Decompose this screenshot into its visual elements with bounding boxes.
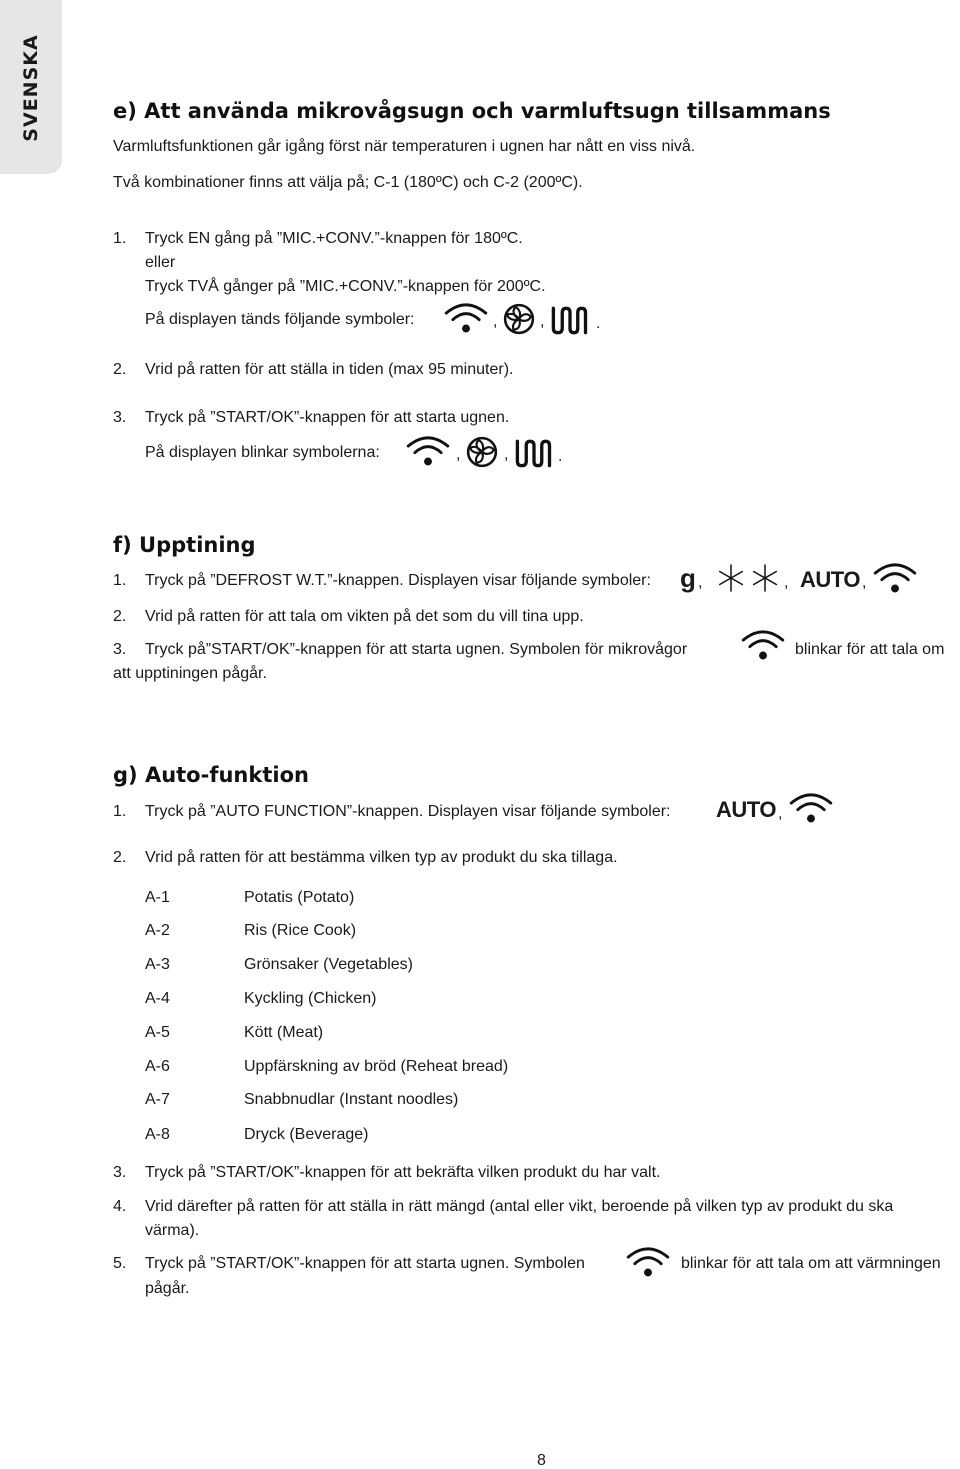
microwave-icon (740, 628, 786, 661)
microwave-icon (406, 434, 450, 467)
program-code: A-8 (145, 1126, 170, 1143)
program-name: Dryck (Beverage) (244, 1126, 369, 1143)
microwave-icon (444, 301, 488, 334)
section-e-step1-line4: På displayen tänds följande symboler: (145, 311, 415, 328)
comma-separator: , (504, 446, 509, 463)
step-number: 5. (113, 1255, 127, 1272)
step-number: 1. (113, 230, 127, 247)
comma-separator: , (493, 313, 498, 330)
section-f-step3-text-b: blinkar för att tala om (795, 641, 945, 658)
program-name: Kött (Meat) (244, 1024, 324, 1041)
comma-separator: , (784, 574, 789, 591)
auto-label: AUTO (716, 797, 776, 822)
comma-separator: , (540, 313, 545, 330)
step-number: 1. (113, 803, 127, 820)
program-code: A-2 (145, 922, 170, 939)
section-e-step2-text: Vrid på ratten för att ställa in tiden (max 95 minuter). (145, 361, 514, 378)
program-name: Potatis (Potato) (244, 889, 355, 906)
program-code: A-3 (145, 956, 170, 973)
section-g-step5-text-a: Tryck på ”START/OK”-knappen för att starta ugnen. Symbolen (145, 1255, 585, 1272)
section-e-intro-1: Varmluftsfunktionen går igång först när temperaturen i ugnen har nått en viss nivå. (113, 138, 696, 155)
section-e-heading: e) Att använda mikrovågsugn och varmluftsugn tillsammans (113, 99, 831, 123)
section-e-intro-2: Två kombinationer finns att välja på; C-1 (180ºC) och C-2 (200ºC). (113, 174, 583, 191)
program-code: A-5 (145, 1024, 170, 1041)
section-e-step3-line2: På displayen blinkar symbolerna: (145, 444, 380, 461)
section-g-step2-text: Vrid på ratten för att bestämma vilken typ av produkt du ska tillaga. (145, 849, 618, 866)
section-g-step4-line1: Vrid därefter på ratten för att ställa in rätt mängd (antal eller vikt, beroende på vilken typ av produkt du ska (145, 1198, 894, 1215)
section-f-step3-text-c: att upptiningen pågår. (113, 665, 267, 682)
auto-label: AUTO (800, 567, 860, 592)
comma-separator: , (778, 805, 783, 822)
section-e-step1-line3: Tryck TVÅ gånger på ”MIC.+CONV.”-knappen för 200ºC. (145, 278, 546, 295)
section-f-step2-text: Vrid på ratten för att tala om vikten på det som du vill tina upp. (145, 608, 584, 625)
program-name: Kyckling (Chicken) (244, 990, 377, 1007)
microwave-icon (872, 561, 918, 594)
period-separator: . (596, 315, 601, 332)
heater-icon (550, 305, 590, 336)
step-number: 4. (113, 1198, 127, 1215)
program-name: Grönsaker (Vegetables) (244, 956, 413, 973)
fan-icon (503, 303, 535, 335)
program-name: Ris (Rice Cook) (244, 922, 357, 939)
program-code: A-1 (145, 889, 170, 906)
program-code: A-7 (145, 1091, 170, 1108)
comma-separator: , (862, 574, 867, 591)
comma-separator: , (698, 574, 703, 591)
page-number: 8 (537, 1452, 546, 1469)
section-f-step1-text: Tryck på ”DEFROST W.T.”-knappen. Displayen visar följande symboler: (145, 572, 651, 589)
section-g-heading: g) Auto-funktion (113, 763, 309, 787)
step-number: 2. (113, 361, 127, 378)
program-name: Snabbnudlar (Instant noodles) (244, 1091, 459, 1108)
period-separator: . (558, 448, 563, 465)
snowflake-icon (716, 563, 746, 593)
section-e-step1-line2: eller (145, 254, 176, 271)
snowflake-icon (750, 563, 780, 593)
comma-separator: , (456, 446, 461, 463)
program-name: Uppfärskning av bröd (Reheat bread) (244, 1058, 509, 1075)
section-g-step1-text: Tryck på ”AUTO FUNCTION”-knappen. Displayen visar följande symboler: (145, 803, 671, 820)
language-tab (0, 0, 62, 174)
section-g-step3-text: Tryck på ”START/OK”-knappen för att bekräfta vilken produkt du har valt. (145, 1164, 661, 1181)
section-f-step3-text-a: Tryck på”START/OK”-knappen för att starta ugnen. Symbolen för mikrovågor (145, 641, 688, 658)
step-number: 1. (113, 572, 127, 589)
section-f-heading: f) Upptining (113, 533, 256, 557)
section-e-step1-line1: Tryck EN gång på ”MIC.+CONV.”-knappen för 180ºC. (145, 230, 523, 247)
section-e-step3-line1: Tryck på ”START/OK”-knappen för att starta ugnen. (145, 409, 510, 426)
microwave-icon (788, 791, 834, 824)
step-number: 2. (113, 608, 127, 625)
section-g-step4-line2: värma). (145, 1222, 200, 1239)
g-symbol: g (680, 563, 696, 593)
microwave-icon (625, 1245, 671, 1278)
section-g-step5-text-b: blinkar för att tala om att värmningen (681, 1255, 941, 1272)
step-number: 2. (113, 849, 127, 866)
heater-icon (514, 438, 554, 469)
step-number: 3. (113, 409, 127, 426)
fan-icon (466, 436, 498, 468)
language-tab-label: SVENSKA (20, 34, 42, 142)
program-code: A-6 (145, 1058, 170, 1075)
section-g-step5-text-c: pågår. (145, 1280, 190, 1297)
step-number: 3. (113, 1164, 127, 1181)
program-code: A-4 (145, 990, 170, 1007)
step-number: 3. (113, 641, 127, 658)
